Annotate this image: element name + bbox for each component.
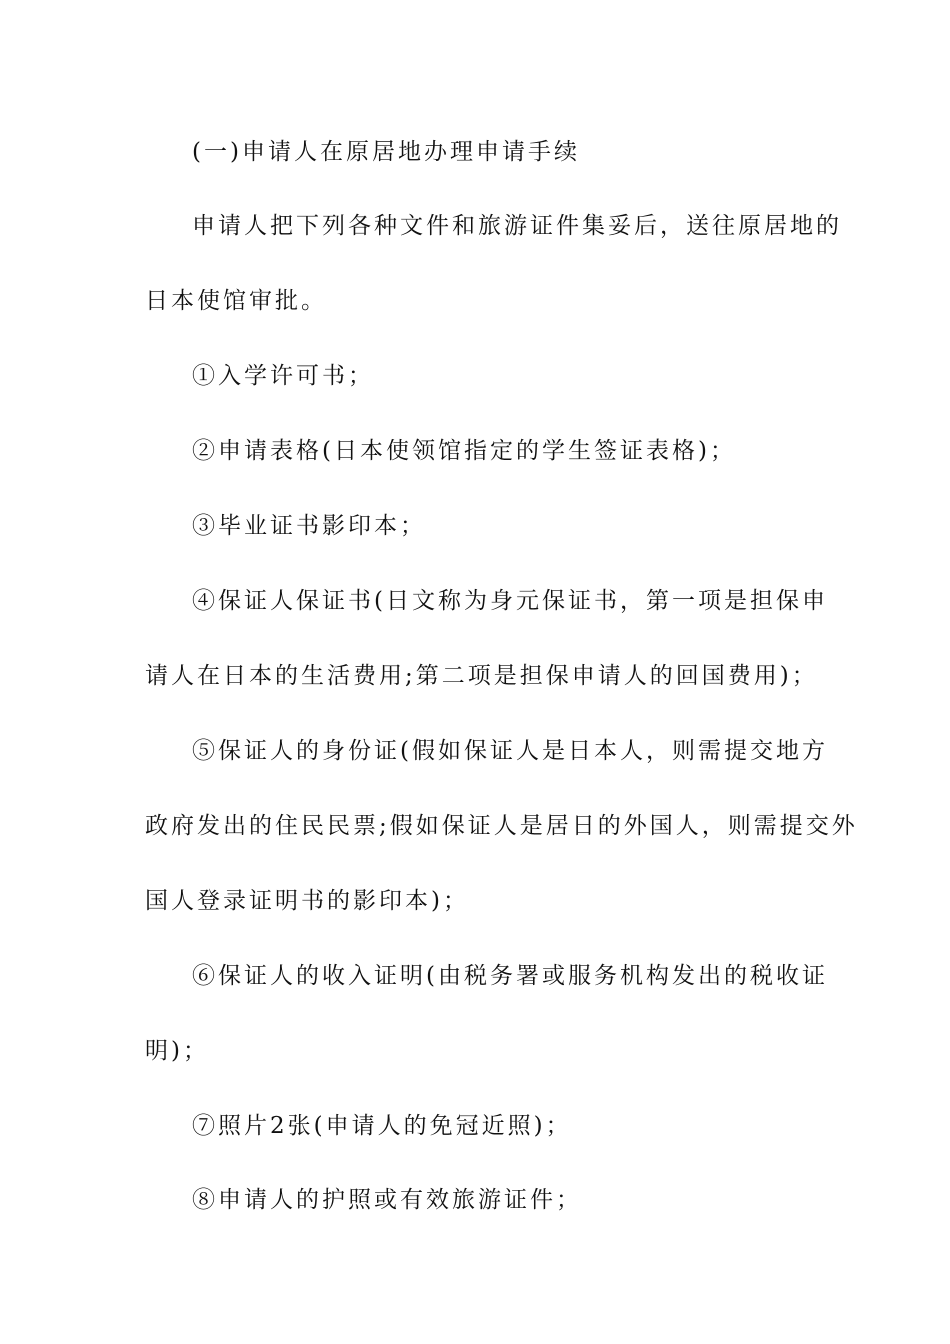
list-item-6-line-2: 明)； bbox=[145, 1038, 209, 1064]
list-item-2: ②申请表格(日本使领馆指定的学生签证表格)； bbox=[192, 438, 736, 464]
list-item-5-line-2: 政府发出的住民民票;假如保证人是居日的外国人，则需提交外 bbox=[145, 813, 858, 839]
list-item-4-line-2: 请人在日本的生活费用;第二项是担保申请人的回国费用)； bbox=[145, 663, 818, 689]
list-item-4-line-1: ④保证人保证书(日文称为身元保证书，第一项是担保申 bbox=[192, 588, 828, 614]
intro-paragraph-line-1: 申请人把下列各种文件和旅游证件集妥后，送往原居地的 bbox=[192, 213, 842, 239]
section-heading: (一)申请人在原居地办理申请手续 bbox=[192, 139, 580, 165]
list-item-5-line-1: ⑤保证人的身份证(假如保证人是日本人，则需提交地方 bbox=[192, 738, 828, 764]
list-item-5-line-3: 国人登录证明书的影印本)； bbox=[145, 888, 469, 914]
list-item-8: ⑧申请人的护照或有效旅游证件； bbox=[192, 1187, 582, 1213]
intro-paragraph-line-2: 日本使馆审批。 bbox=[145, 288, 327, 314]
list-item-1: ①入学许可书； bbox=[192, 363, 374, 389]
list-item-7: ⑦照片2张(申请人的免冠近照)； bbox=[192, 1113, 572, 1139]
list-item-3: ③毕业证书影印本； bbox=[192, 513, 426, 539]
list-item-6-line-1: ⑥保证人的收入证明(由税务署或服务机构发出的税收证 bbox=[192, 963, 828, 989]
